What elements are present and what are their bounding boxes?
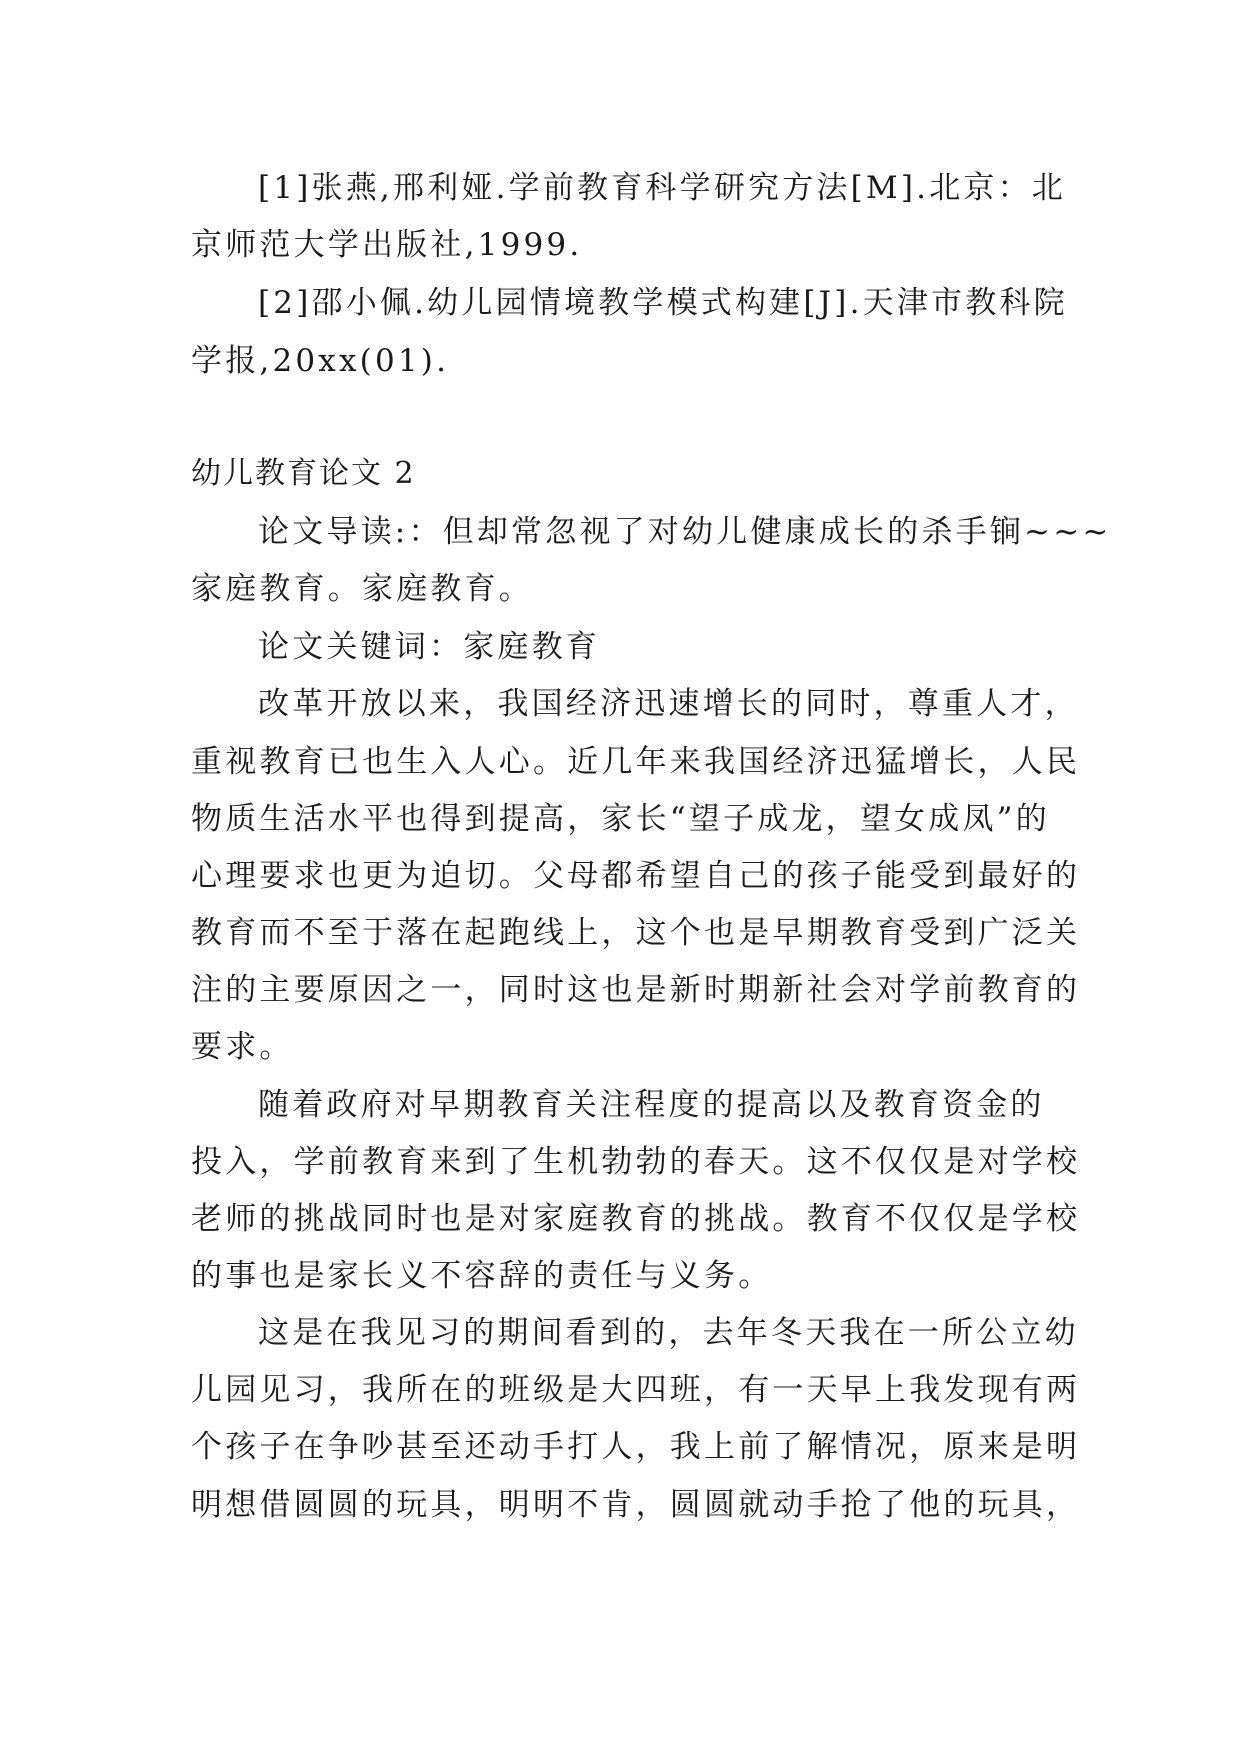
paragraph2-line-4: 的事也是家长义不容辞的责任与义务。 [191, 1258, 773, 1294]
section-title: 幼儿教育论文 2 [191, 456, 416, 491]
reference-1-line-2: 京师范大学出版社,1999. [191, 227, 583, 263]
reference-2-line-2: 学报,20xx(01). [191, 343, 450, 379]
paragraph1-line-7: 要求。 [191, 1029, 294, 1065]
paragraph3-line-3: 个孩子在争吵甚至还动手打人，我上前了解情况，原来是明 [191, 1429, 1081, 1465]
paragraph1-line-3: 物质生活水平也得到提高，家长“望子成龙，望女成凤”的 [191, 801, 1050, 837]
paragraph1-line-1: 改革开放以来，我国经济迅速增长的同时，尊重人才， [258, 686, 1079, 722]
paragraph2-line-3: 老师的挑战同时也是对家庭教育的挑战。教育不仅仅是学校 [191, 1201, 1081, 1237]
paragraph1-line-6: 注的主要原因之一，同时这也是新时期新社会对学前教育的 [191, 972, 1081, 1008]
paragraph3-line-1: 这是在我见习的期间看到的，去年冬天我在一所公立幼 [258, 1315, 1079, 1351]
reference-1-line-1: [1]张燕,邢利娅.学前教育科学研究方法[M].北京：北 [258, 170, 1067, 206]
intro-line-1: 论文导读:：但却常忽视了对幼儿健康成长的杀手锏~~~ [258, 514, 1112, 550]
reference-2-line-1: [2]邵小佩.幼儿园情境教学模式构建[J].天津市教科院 [258, 285, 1068, 321]
paragraph3-line-2: 儿园见习，我所在的班级是大四班，有一天早上我发现有两 [191, 1372, 1081, 1408]
paragraph1-line-5: 教育而不至于落在起跑线上，这个也是早期教育受到广泛关 [191, 915, 1081, 951]
paragraph2-line-2: 投入，学前教育来到了生机勃勃的春天。这不仅仅是对学校 [191, 1144, 1081, 1180]
paragraph3-line-4: 明想借圆圆的玩具，明明不肯，圆圆就动手抢了他的玩具， [191, 1487, 1081, 1523]
paragraph1-line-2: 重视教育已也生入人心。近几年来我国经济迅猛增长，人民 [191, 744, 1081, 780]
keywords-line: 论文关键词：家庭教育 [258, 629, 600, 665]
paragraph1-line-4: 心理要求也更为迫切。父母都希望自己的孩子能受到最好的 [191, 858, 1081, 894]
paragraph2-line-1: 随着政府对早期教育关注程度的提高以及教育资金的 [258, 1087, 1045, 1123]
intro-line-2: 家庭教育。家庭教育。 [191, 571, 533, 607]
